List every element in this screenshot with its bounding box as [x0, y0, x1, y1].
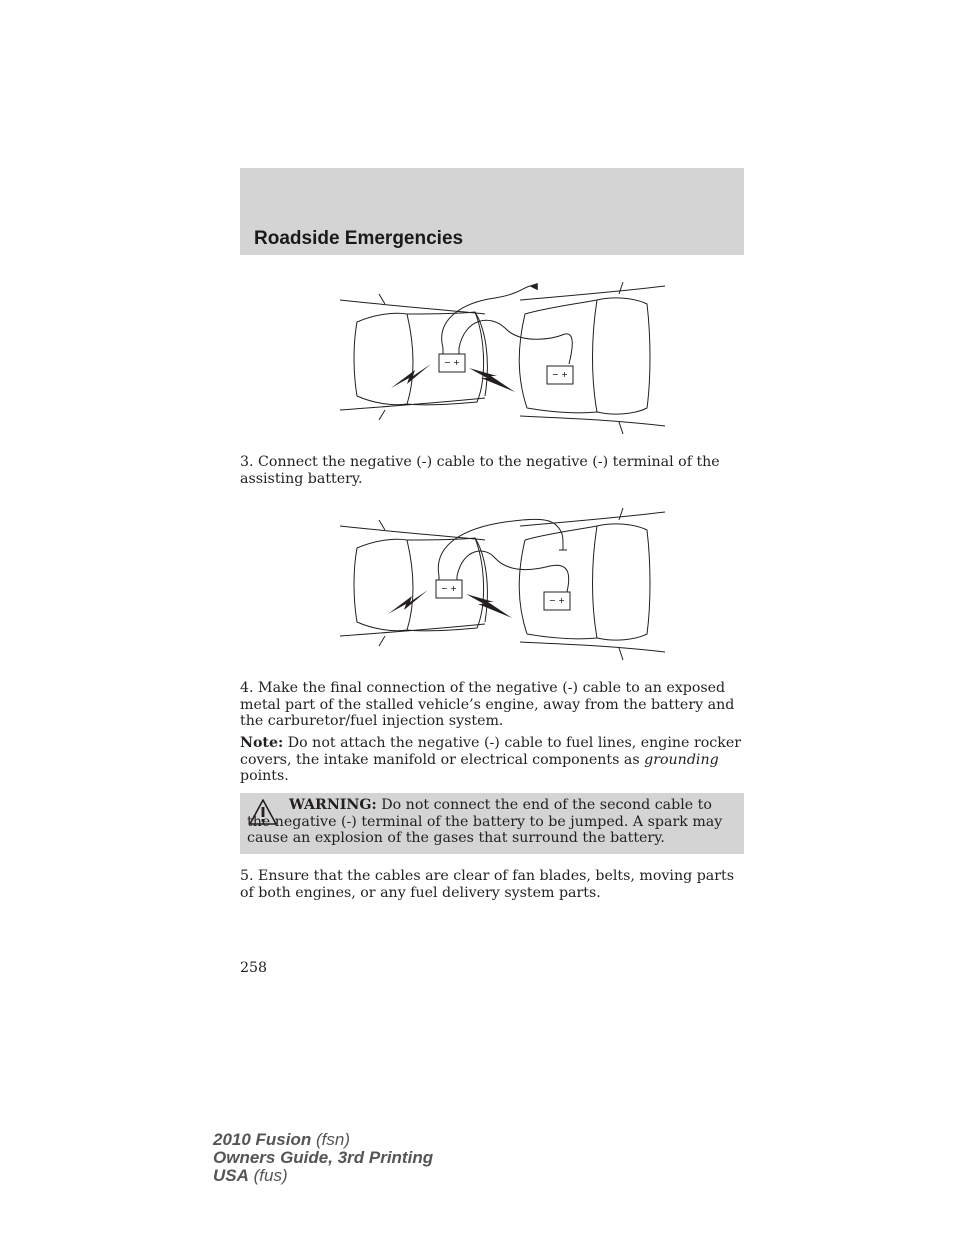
step-5-text: 5. Ensure that the cables are clear of fan blades, belts, moving parts of both engines, or any fuel delivery system parts.	[240, 868, 734, 901]
warning-box	[240, 793, 744, 854]
footer-region: USA	[213, 1166, 249, 1185]
battery-label: − +	[549, 596, 565, 605]
battery-label: − +	[444, 358, 460, 367]
footer-guide: Owners Guide, 3rd Printing	[213, 1148, 434, 1167]
note-text-end: points.	[240, 768, 289, 784]
note-emphasis: grounding	[644, 751, 719, 768]
battery-label: − +	[441, 584, 457, 593]
note-text: Do not attach the negative (-) cable to fuel lines, engine rocker covers, the intake manifold or electrical components as	[240, 735, 742, 768]
warning-body: Do not connect the end of the second cable to the negative (-) terminal of the battery to be jumped. A spark may cause an explosion of the gases that surround the battery.	[247, 797, 723, 846]
page-number: 258	[240, 960, 268, 976]
battery-label: − +	[552, 370, 568, 379]
jump-start-diagram-step4	[335, 504, 670, 664]
warning-text	[247, 797, 735, 847]
footer-model-code: (fsn)	[311, 1130, 350, 1149]
step-4-text: 4. Make the final connection of the negative (-) cable to an exposed metal part of the stalled vehicle’s engine, away from the battery and the carburetor/fuel injection system.	[240, 680, 735, 729]
step-3-text: 3. Connect the negative (-) cable to the negative (-) terminal of the assisting battery.	[240, 454, 720, 487]
footer-model: 2010 Fusion	[213, 1130, 312, 1149]
note-paragraph	[240, 735, 744, 785]
section-title: Roadside Emergencies	[254, 228, 464, 249]
warning-label: WARNING:	[289, 797, 377, 813]
jump-start-diagram-step3	[335, 278, 670, 438]
footer	[213, 1131, 433, 1185]
note-label: Note:	[240, 735, 284, 751]
footer-region-code: (fus)	[248, 1166, 288, 1185]
